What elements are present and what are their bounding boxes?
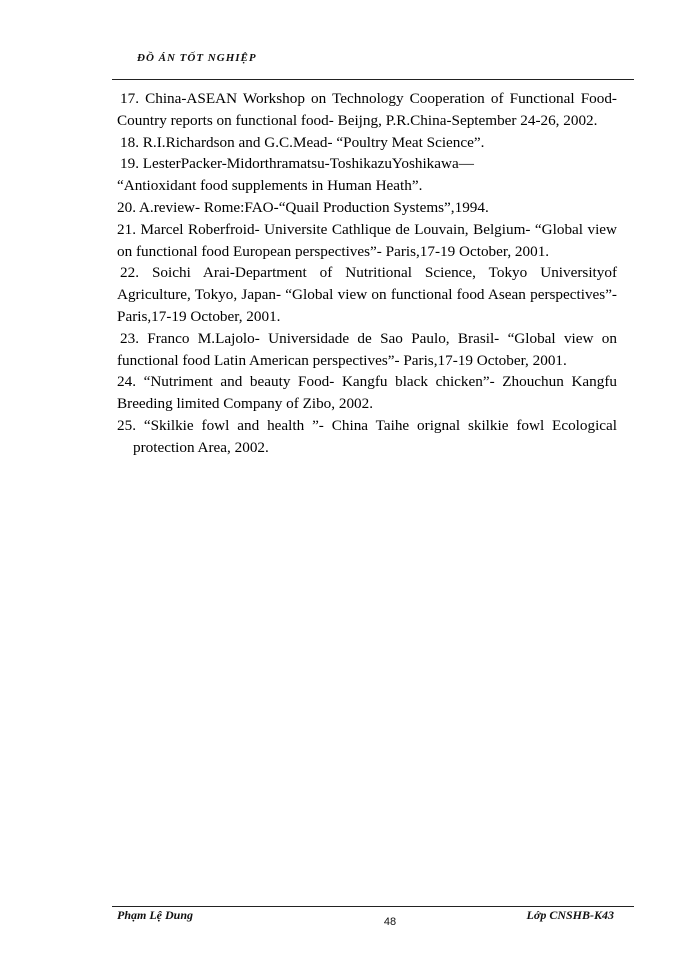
reference-item-18: 18. R.I.Richardson and G.C.Mead- “Poultry Meat Science”.	[120, 133, 485, 151]
reference-item-20: 20. A.review- Rome:FAO-“Quail Production Systems”,1994.	[117, 198, 489, 216]
reference-item-19-title: “Antioxidant food supplements in Human Heath”.	[117, 177, 423, 195]
reference-item-23: 23. Franco M.Lajolo- Universidade de Sao Paulo, Brasil- “Global view on functional food Latin American perspectives”- Paris,17-19 October, 2001.	[117, 329, 617, 369]
reference-list	[117, 88, 617, 459]
reference-item-19: 19. LesterPacker-Midorthramatsu-ToshikazuYoshikawa—	[120, 155, 474, 173]
reference-item-25: 25. “Skilkie fowl and health ”- China Taihe orignal skilkie fowl Ecological protection Area, 2002.	[117, 416, 617, 456]
footer-class: Lớp CNSHB-K43	[526, 908, 614, 922]
reference-item-21: 21. Marcel Roberfroid- Universite Cathlique de Louvain, Belgium- “Global view on functional food European perspectives”- Paris,17-19 October, 2001.	[117, 220, 617, 260]
reference-item-22: 22. Soichi Arai-Department of Nutritional Science, Tokyo Universityof Agriculture, Tokyo, Japan- “Global view on functional food Asean perspectives”- Paris,17-19 October, 2001.	[117, 264, 617, 325]
reference-item-24: 24. “Nutriment and beauty Food- Kangfu black chicken”- Zhouchun Kangfu Breeding limited Company of Zibo, 2002.	[117, 373, 617, 413]
page-number: 48	[383, 916, 397, 928]
reference-item-17: 17. China-ASEAN Workshop on Technology Cooperation of Functional Food-Country reports on functional food- Beijng, P.R.China-September 24-26, 2002.	[117, 90, 617, 129]
page-header-title: ĐỒ ÁN TỐT NGHIỆP	[137, 52, 257, 64]
footer-author: Phạm Lệ Dung	[117, 908, 194, 922]
header-divider	[112, 79, 634, 80]
footer-divider	[112, 906, 634, 907]
